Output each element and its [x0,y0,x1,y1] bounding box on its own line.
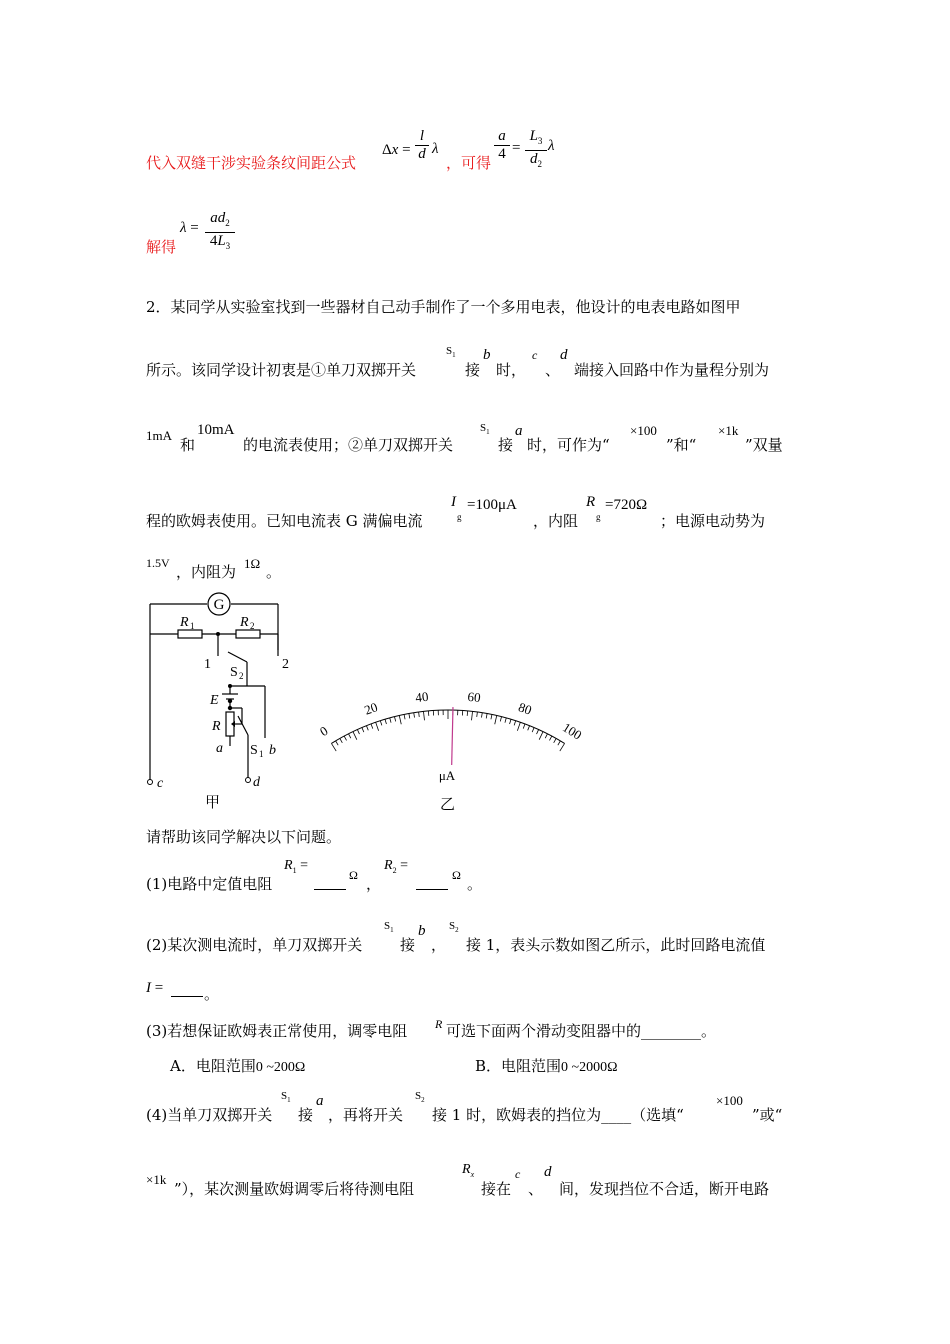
q4-x100: ×100 [716,1093,743,1108]
problem-line-2a: 所示。该同学设计初衷是①单刀双掷开关 [146,361,417,379]
q1-comma: ， [366,875,382,893]
meter-tick [414,713,415,718]
text-jie: 接 [465,361,481,379]
meter-needle [452,707,453,765]
meter-tick [491,714,492,719]
symbol-b: b [483,347,491,363]
problem-line-1: 2．某同学从实验室找到一些器材自己动手制作了一个多用电表，他设计的电表电路如图甲 [146,298,741,316]
meter-tick [385,719,386,724]
value-r-internal: 1Ω [244,556,261,571]
blank-current[interactable] [171,982,203,997]
meter-tick [500,717,501,722]
sub-g: g [457,512,462,522]
symbol-rx: $R_x$ [462,1162,475,1179]
help-text: 请帮助该同学解决以下问题。 [146,828,342,846]
symbol-rg: R [586,494,596,510]
symbol-a: a [515,423,523,439]
q4-text-7: 间，发现挡位不合适，断开电路 [559,1180,770,1198]
meter-tick [336,741,339,745]
q2-text: (2)某次测电流时，单刀双掷开关 [146,936,363,954]
meter-tick [560,743,565,751]
meter-tick [331,743,336,751]
meter-tick [419,712,420,717]
problem-line-3e: ”和“ [666,436,697,454]
fraction-ad2-over-4l3: $\frac{ad_2}{4L_3}$ [205,210,235,255]
symbol-d-q4: d [544,1164,552,1180]
meter-tick [549,736,551,740]
meter-tick [477,712,478,717]
meter-tick [376,722,379,730]
symbol-b-q2: b [418,923,426,939]
symbol-i: I = [146,980,164,996]
label-a: a [216,741,223,756]
range-10ma: 10mA [197,422,235,438]
meter-tick [344,736,346,740]
q4-text-5: ”），某次测量欧姆调零后将待测电阻 [174,1180,415,1198]
meter-tick [362,728,364,733]
label-r1: R [180,615,189,630]
q2-jie: 接 [400,936,416,954]
symbol-r1: $R_1$ = [284,858,308,875]
meter-tick [357,730,359,735]
meter-tick [517,722,520,730]
caption-jia: 甲 [205,793,221,811]
meter-tick [510,719,511,724]
label-c: c [157,776,164,791]
symbol-r2: $R_2$ = [384,858,408,875]
problem-line-4c: ；电源电动势为 [660,512,766,530]
meter-tick-label: 20 [362,699,380,718]
problem-line-3b: 的电流表使用；②单刀双掷开关 [243,436,454,454]
circuit-diagram [140,590,300,815]
solution-line-1: 代入双缝干涉实验条纹间距公式 [146,154,357,172]
meter-scale [317,680,585,790]
label-r1-sub: 1 [190,621,195,631]
label-s2: S [230,665,238,680]
q1-period: 。 [467,875,483,893]
problem-line-3d: 时，可作为“ [527,436,610,454]
meter-tick [495,715,497,724]
meter-tick [404,714,405,719]
q4-text-6: 接在 [481,1180,512,1198]
text-period: 。 [266,563,282,581]
sub-g-2: g [596,512,601,522]
label-s2-sub: 2 [239,671,244,681]
meter-tick [394,717,395,722]
text-dun: 、 [545,361,561,379]
meter-tick [399,715,401,724]
equals-sign: = [512,140,521,156]
fraction-a-over-4: $\frac{a}{4}$ [494,128,510,163]
meter-tick [390,718,391,723]
blank-r1[interactable] [314,875,346,890]
symbol-r-q3: R [435,1017,443,1031]
problem-line-3f: ”双量 [745,436,783,454]
symbol-s1: $S_1$ [446,345,456,360]
meter-tick-label: 100 [560,719,585,743]
meter-tick [349,734,351,738]
meter-tick [539,732,543,740]
meter-tick [505,718,506,723]
meter-tick-label: 80 [516,699,534,718]
meter-tick [523,724,525,729]
meter-tick [380,721,382,726]
q3-option-b[interactable]: B．电阻范围0 ~2000Ω [475,1057,618,1075]
lambda-result: λ = [180,220,199,236]
unit-ohm-2: Ω [452,868,461,882]
symbol-s1-q4: $S_1$ [281,1090,291,1105]
meter-tick [366,726,368,731]
problem-line-4a: 程的欧姆表使用。已知电流表 G 满偏电流 [146,512,423,530]
symbol-a-q4: a [316,1093,324,1109]
range-x100: ×100 [630,423,657,438]
label-terminal-1: 1 [204,657,211,672]
q2-period: 。 [204,985,220,1003]
meter-tick [486,714,487,719]
symbol-s1-q2: $S_1$ [384,920,394,935]
meter-tick [532,728,534,733]
meter-tick [371,724,373,729]
fraction-l-over-d: $\frac{l}{d}$ [415,128,429,163]
problem-line-5a: ，内阻为 [176,563,237,581]
problem-line-4b: ，内阻 [533,512,579,530]
solution-line-1-mid: ，可得 [446,154,492,172]
symbol-s2-q4: $S_2$ [415,1090,425,1105]
meter-tick [528,726,530,731]
formula-delta-x: Δx = [382,142,411,158]
value-emf: 1.5V [146,556,170,570]
symbol-c: c [532,348,538,362]
meter-tick [409,714,410,719]
meter-tick-label: 40 [414,688,430,706]
meter-tick [558,741,561,745]
meter-tick [537,730,539,735]
symbol-s2-q2: $S_2$ [449,920,459,935]
meter-tick [423,711,424,720]
label-r2-sub: 2 [250,621,255,631]
label-d: d [253,775,260,790]
q1-text: (1)电路中定值电阻 [146,875,273,893]
q4-text-3: 接 1 时，欧姆表的挡位为____（选填“ [432,1106,684,1124]
meter-tick [340,738,342,742]
value-ig: =100μA [467,497,517,513]
q4-text: (4)当单刀双掷开关 [146,1106,273,1124]
problem-line-2e: 端接入回路中作为量程分别为 [574,361,770,379]
q4-text-4: ”或“ [752,1106,783,1124]
label-b: b [269,743,276,758]
q3-option-a[interactable]: A．电阻范围0 ~200Ω [170,1057,306,1075]
meter-tick [353,732,357,740]
meter-tick-label: 60 [466,688,482,706]
label-terminal-2: 2 [282,657,289,672]
range-x1k: ×1k [718,423,739,438]
symbol-s1-b: $S_1$ [480,422,490,437]
q3-text: (3)若想保证欧姆表正常使用，调零电阻 [146,1022,408,1040]
q2-text-2: 接 1，表头示数如图乙所示，此时回路电流值 [466,936,766,954]
solution-line-2: 解得 [146,238,177,256]
text-he: 和 [180,436,196,454]
q4-text-2: ，再将开关 [328,1106,404,1124]
meter-tick [481,713,482,718]
label-r2: R [240,615,249,630]
symbol-c-q4: c [515,1167,521,1181]
q2-comma: ， [431,936,447,954]
value-rg: =720Ω [605,497,648,513]
symbol-ig: I [451,494,456,510]
q4-jie: 接 [298,1106,314,1124]
label-e: E [210,693,219,708]
lambda-symbol-2: λ [548,138,555,154]
text-jie-2: 接 [498,436,514,454]
meter-tick [545,734,547,738]
meter-tick [472,711,473,720]
lambda-symbol: λ [432,141,439,157]
label-g: G [213,597,225,613]
range-1ma: 1mA [146,428,172,443]
q4-x1k: ×1k [146,1172,167,1187]
fraction-l3-over-d2: $\frac{L_3}{d_2}$ [525,128,547,173]
blank-r2[interactable] [416,875,448,890]
label-s1: S [250,743,258,758]
caption-yi: 乙 [440,795,456,813]
meter-tick [514,721,516,726]
meter-tick-label: 0 [317,723,331,740]
symbol-d: d [560,347,568,363]
text-shi: 时， [496,361,527,379]
label-r: R [212,719,221,734]
meter-tick [554,738,556,742]
q4-dun: 、 [528,1180,544,1198]
unit-ohm-1: Ω [349,868,358,882]
label-s1-sub: 1 [259,749,264,759]
meter-unit: μA [438,768,456,783]
q3-text-2: 可选下面两个滑动变阻器中的________。 [446,1022,717,1040]
